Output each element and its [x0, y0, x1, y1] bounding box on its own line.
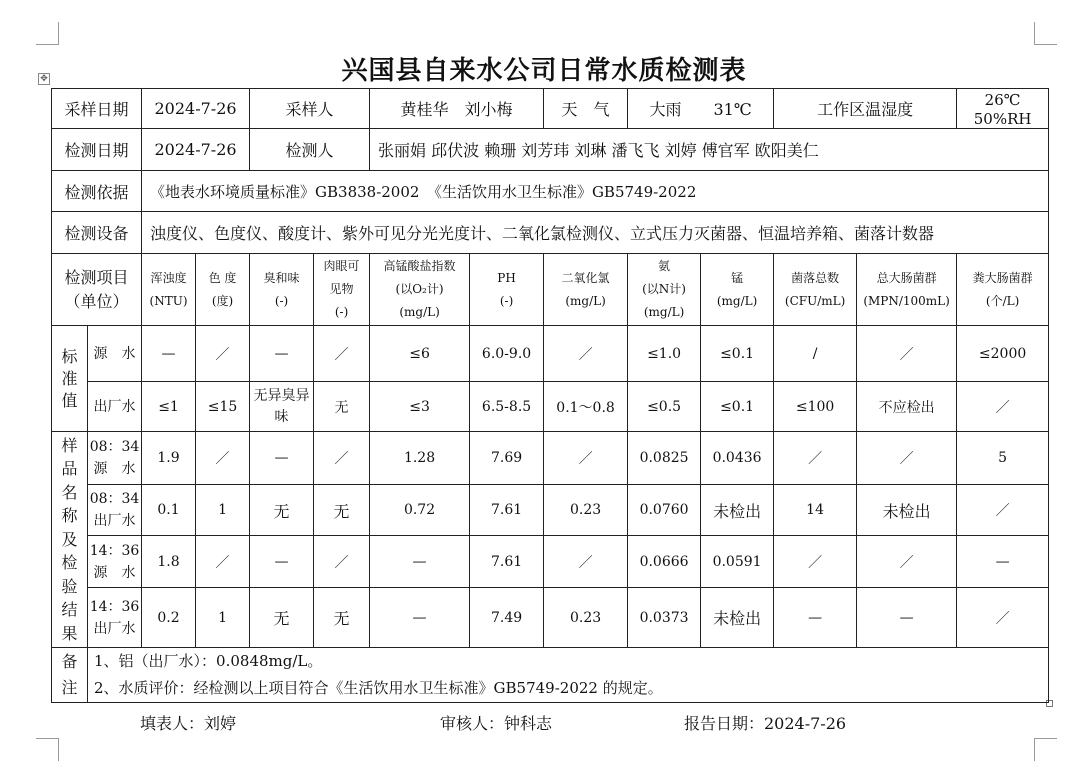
weather-value: 大雨 31℃ — [628, 89, 774, 129]
value-cell: ／ — [857, 536, 957, 588]
value-cell: — — [857, 588, 957, 648]
report-date: 报告日期：2024-7-26 — [684, 714, 847, 733]
sample-row — [52, 485, 1049, 536]
value-cell: ／ — [957, 382, 1049, 432]
value-cell: — — [774, 588, 857, 648]
value-cell: ≤1 — [142, 382, 196, 432]
value-cell: 0.1～0.8 — [544, 382, 628, 432]
header-col-ph: PH (-) — [470, 254, 544, 326]
sampler-label: 采样人 — [250, 89, 370, 129]
value-cell: ／ — [196, 432, 250, 485]
env-value: 26℃ 50%RH — [957, 89, 1049, 129]
page-title: 兴国县自来水公司日常水质检测表 — [341, 56, 747, 86]
value-cell: 未检出 — [857, 485, 957, 536]
value-cell: 7.69 — [470, 432, 544, 485]
remarks-row — [52, 648, 1049, 703]
samplers: 黄桂华 刘小梅 — [370, 89, 544, 129]
value-cell: 7.49 — [470, 588, 544, 648]
value-cell: 6.0-9.0 — [470, 326, 544, 382]
value-cell: ／ — [957, 485, 1049, 536]
header-col-color: 色 度 (度) — [196, 254, 250, 326]
value-cell: ≤15 — [196, 382, 250, 432]
standard-group-label: 标 准 值 — [52, 326, 88, 432]
item-header-line-2: （单位） — [64, 291, 129, 311]
value-cell: 未检出 — [701, 588, 774, 648]
sample-row — [52, 536, 1049, 588]
value-cell: 0.0436 — [701, 432, 774, 485]
header-col-odor: 臭和味 (-) — [250, 254, 314, 326]
value-cell: 1 — [196, 588, 250, 648]
value-cell: ≤2000 — [957, 326, 1049, 382]
standard-row-raw — [52, 326, 1049, 382]
equipment-value: 浊度仪、色度仪、酸度计、紫外可见分光光度计、二氧化氯检测仪、立式压力灭菌器、恒温培养箱、菌落计数器 — [142, 212, 1049, 254]
info-row-testing — [52, 129, 1049, 171]
sample-name: 08：34 源 水 — [88, 432, 142, 485]
sample-row — [52, 588, 1049, 648]
test-date: 2024-7-26 — [142, 129, 250, 171]
value-cell: ≤0.1 — [701, 382, 774, 432]
value-cell: ／ — [314, 536, 370, 588]
value-cell: 0.0591 — [701, 536, 774, 588]
standard-row-finished — [52, 382, 1049, 432]
header-col-manganese: 锰 (mg/L) — [701, 254, 774, 326]
sample-name: 08：34 出厂水 — [88, 485, 142, 536]
value-cell: 无 — [314, 485, 370, 536]
value-cell: ／ — [857, 432, 957, 485]
header-row — [52, 254, 1049, 326]
item-header — [52, 254, 142, 326]
value-cell: 1.8 — [142, 536, 196, 588]
value-cell: ／ — [544, 432, 628, 485]
value-cell: ／ — [544, 326, 628, 382]
header-col-visible: 肉眼可 见物 (-) — [314, 254, 370, 326]
item-header-line-1: 检测项目 — [64, 267, 129, 287]
value-cell: ／ — [314, 432, 370, 485]
value-cell: 无 — [250, 588, 314, 648]
value-cell: / — [774, 326, 857, 382]
value-cell: 无 — [250, 485, 314, 536]
value-cell: 0.0666 — [628, 536, 701, 588]
header-col-permanganate: 高锰酸盐指数 (以O₂计) (mg/L) — [370, 254, 470, 326]
header-col-coliform: 总大肠菌群 (MPN/100mL) — [857, 254, 957, 326]
weather-label: 天 气 — [544, 89, 628, 129]
value-cell: — — [250, 432, 314, 485]
env-label: 工作区温湿度 — [774, 89, 957, 129]
value-cell: 无异臭异味 — [250, 382, 314, 432]
header-col-turbidity: 浑浊度 (NTU) — [142, 254, 196, 326]
filler-signature: 填表人：刘婷 — [140, 714, 237, 733]
crop-mark-top-left — [36, 22, 59, 45]
info-row-basis — [52, 171, 1049, 212]
header-col-fecal-coliform: 粪大肠菌群 (个/L) — [957, 254, 1049, 326]
basis-label: 检测依据 — [52, 171, 142, 212]
value-cell: 未检出 — [701, 485, 774, 536]
value-cell: 无 — [314, 588, 370, 648]
value-cell: ／ — [196, 326, 250, 382]
sample-row — [52, 432, 1049, 485]
value-cell: 0.2 — [142, 588, 196, 648]
value-cell: ≤6 — [370, 326, 470, 382]
crop-mark-bottom-right — [1034, 738, 1057, 761]
info-row-sampling — [52, 89, 1049, 129]
equipment-label: 检测设备 — [52, 212, 142, 254]
remark-line-2: 2、水质评价：经检测以上项目符合《生活饮用水卫生标准》GB5749-2022 的规定。 — [94, 679, 663, 697]
header-col-colony: 菌落总数 (CFU/mL) — [774, 254, 857, 326]
sample-name: 14：36 源 水 — [88, 536, 142, 588]
remark-line-1: 1、铝（出厂水）：0.0848mg/L。 — [94, 652, 323, 670]
value-cell: ／ — [957, 588, 1049, 648]
value-cell: ≤0.5 — [628, 382, 701, 432]
sample-name: 14：36 出厂水 — [88, 588, 142, 648]
value-cell: 1.28 — [370, 432, 470, 485]
sample-group-label: 样 品 名 称 及 检 验 结 果 — [52, 432, 88, 648]
remarks-content — [88, 648, 1049, 703]
value-cell: 不应检出 — [857, 382, 957, 432]
reviewer-signature: 审核人：钟科志 — [440, 714, 553, 733]
info-row-equipment — [52, 212, 1049, 254]
test-date-label: 检测日期 — [52, 129, 142, 171]
standard-name: 源 水 — [88, 326, 142, 382]
value-cell: 0.72 — [370, 485, 470, 536]
value-cell: 0.0825 — [628, 432, 701, 485]
standard-name: 出厂水 — [88, 382, 142, 432]
value-cell: ／ — [857, 326, 957, 382]
sample-date-label: 采样日期 — [52, 89, 142, 129]
value-cell: 0.23 — [544, 588, 628, 648]
value-cell: ≤100 — [774, 382, 857, 432]
table-move-handle-icon[interactable]: ✥ — [38, 73, 50, 85]
header-col-chlorine-dioxide: 二氧化氯 (mg/L) — [544, 254, 628, 326]
water-quality-table — [51, 88, 1049, 703]
value-cell: ／ — [774, 432, 857, 485]
value-cell: — — [957, 536, 1049, 588]
value-cell: ≤1.0 — [628, 326, 701, 382]
value-cell: — — [370, 588, 470, 648]
value-cell: ≤0.1 — [701, 326, 774, 382]
value-cell: 1 — [196, 485, 250, 536]
value-cell: 6.5-8.5 — [470, 382, 544, 432]
value-cell: ／ — [196, 536, 250, 588]
value-cell: 0.1 — [142, 485, 196, 536]
value-cell: — — [250, 326, 314, 382]
value-cell: 7.61 — [470, 485, 544, 536]
value-cell: ／ — [774, 536, 857, 588]
value-cell: — — [250, 536, 314, 588]
basis-value: 《地表水环境质量标准》GB3838-2002 《生活饮用水卫生标准》GB5749-2022 — [142, 171, 1049, 212]
value-cell: 7.61 — [470, 536, 544, 588]
value-cell: 0.0760 — [628, 485, 701, 536]
value-cell: 1.9 — [142, 432, 196, 485]
value-cell: — — [370, 536, 470, 588]
remarks-label: 备 注 — [52, 648, 88, 703]
testers: 张丽娟 邱伏波 赖珊 刘芳玮 刘琳 潘飞飞 刘婷 傅官军 欧阳美仁 — [370, 129, 1049, 171]
sample-date: 2024-7-26 — [142, 89, 250, 129]
value-cell: 0.0373 — [628, 588, 701, 648]
value-cell: ／ — [314, 326, 370, 382]
value-cell: 0.23 — [544, 485, 628, 536]
value-cell: ／ — [544, 536, 628, 588]
value-cell: 14 — [774, 485, 857, 536]
value-cell: 无 — [314, 382, 370, 432]
value-cell: 5 — [957, 432, 1049, 485]
crop-mark-bottom-left — [36, 738, 59, 761]
value-cell: ≤3 — [370, 382, 470, 432]
crop-mark-top-right — [1034, 22, 1057, 45]
value-cell: — — [142, 326, 196, 382]
header-col-ammonia: 氨 (以N计) (mg/L) — [628, 254, 701, 326]
tester-label: 检测人 — [250, 129, 370, 171]
